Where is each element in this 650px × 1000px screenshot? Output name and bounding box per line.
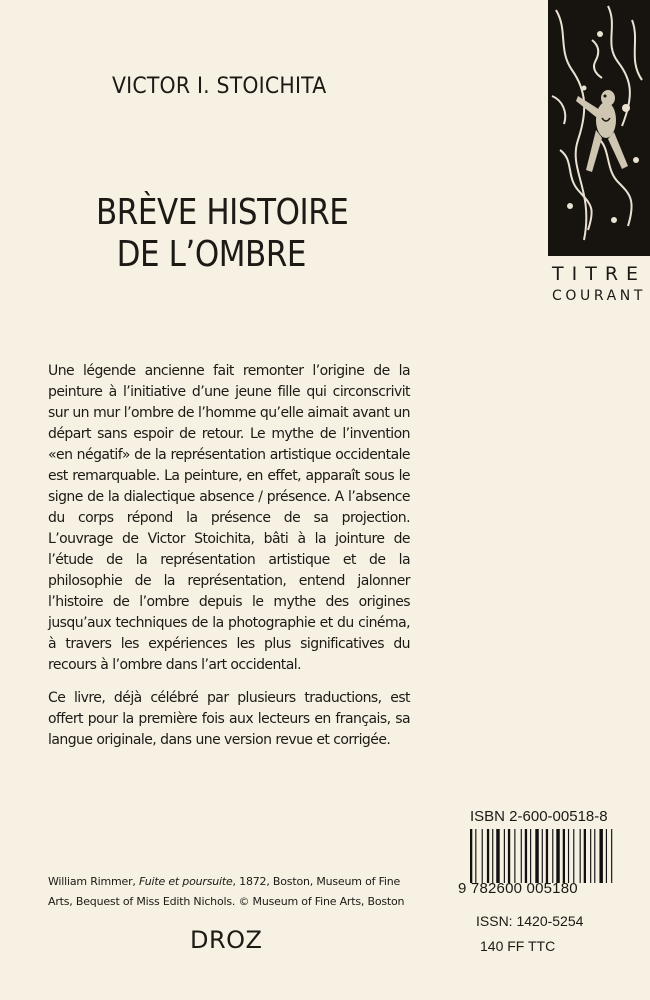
caption-line-2: Arts, Bequest of Miss Edith Nichols. © Museum of Fine Arts, Boston	[48, 895, 405, 908]
caption-artist: William Rimmer,	[48, 875, 140, 888]
caption-details: , 1872, Boston, Museum of Fine	[232, 875, 401, 888]
ean-digits: 9 782600 005180	[458, 880, 578, 897]
series-line-1: TITRE	[552, 263, 647, 285]
series-name	[552, 262, 650, 306]
author-name: VICTOR I. STOICHITA	[112, 74, 327, 99]
series-line-2: COURANT	[552, 288, 647, 304]
price-label: 140 FF TTC	[480, 938, 556, 954]
book-title	[96, 192, 388, 276]
ean-barcode	[468, 829, 618, 883]
image-credit-caption	[48, 872, 448, 912]
publisher-name: DROZ	[190, 926, 263, 954]
caption-work-title: Fuite et poursuite	[139, 875, 233, 888]
blurb-paragraph-2: Ce livre, déjà célébré par plusieurs traductions, est offert pour la première fois aux lecteurs en français, sa langue originale, dans une version revue et corrigée.	[48, 690, 410, 748]
issn-number: ISSN: 1420-5254	[476, 913, 584, 929]
isbn-number: ISBN 2-600-00518-8	[470, 808, 608, 825]
title-line-1: BRÈVE HISTOIRE	[96, 192, 349, 233]
back-cover-blurb	[48, 361, 410, 763]
blurb-paragraph-1: Une légende ancienne fait remonter l’origine de la peinture à l’initiative d’une jeune fille qui circonscrivit sur un mur l’ombre de l’homme qu’elle aimait avant un départ sans espoir de retour. Le mythe de l’invention «en négatif» de la représentation artistique occidentale est remarquable. La peinture, en effet, apparaît sous le signe de la dialectique absence / présence. A l’absence du corps répond la présence de sa projection. L’ouvrage de Victor Stoichita, bâti à la jointure de l’étude de la représentation artistique et de la philosophie de la représentation, entend jalonner l’histoire de l’ombre depuis le mythe des origines jusqu’aux techniques de la photographie et du cinéma, à travers les expériences les plus significatives du recours à l’ombre dans l’art occidental.	[48, 363, 410, 673]
title-line-2: DE L’OMBRE	[116, 234, 307, 275]
cover-illustration-image	[548, 0, 650, 256]
caption-line-1	[48, 872, 448, 892]
